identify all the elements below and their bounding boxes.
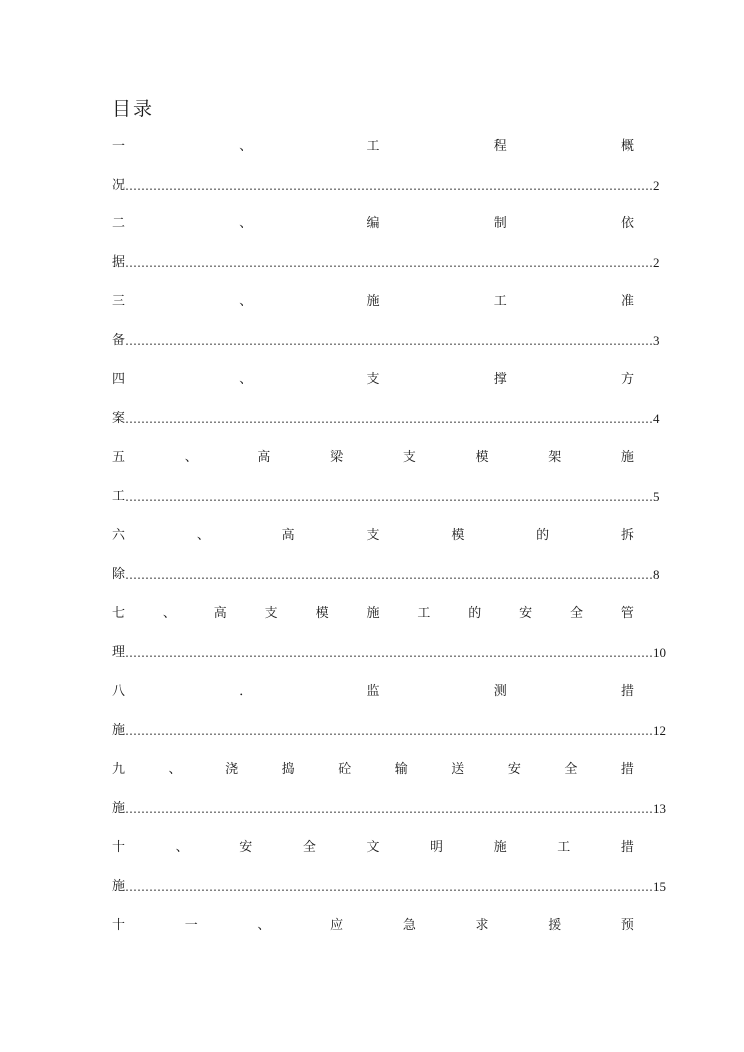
toc-entry-continuation[interactable] bbox=[112, 565, 660, 585]
toc-continuation-char: 理 bbox=[112, 645, 126, 660]
toc-dot-leader: …………………………………………………………………………………………………………………… bbox=[125, 412, 654, 426]
toc-heading-char: 制 bbox=[493, 216, 507, 231]
toc-heading-char: ． bbox=[239, 684, 253, 699]
toc-page-number: 2 bbox=[653, 255, 660, 270]
toc-dot-leader: …………………………………………………………………………………………………………………… bbox=[125, 646, 654, 660]
toc-page-number: 15 bbox=[653, 879, 667, 894]
toc-heading-char: 施 bbox=[620, 450, 634, 465]
toc-continuation-char: 除 bbox=[112, 567, 126, 582]
toc-heading-char: 工 bbox=[557, 840, 571, 855]
toc-entry-heading bbox=[112, 292, 634, 312]
toc-heading-char: 监 bbox=[366, 684, 380, 699]
toc-heading-char: 的 bbox=[536, 528, 550, 543]
toc-heading-char: 工 bbox=[493, 294, 507, 309]
toc-heading-char: 措 bbox=[620, 684, 634, 699]
toc-entry-continuation[interactable] bbox=[112, 487, 660, 507]
toc-heading-char: 十 bbox=[112, 840, 126, 855]
toc-heading-char: 九 bbox=[112, 762, 126, 777]
toc-heading-char: 援 bbox=[548, 918, 562, 933]
toc-continuation-char: 备 bbox=[112, 333, 126, 348]
toc-heading-char: 四 bbox=[112, 372, 126, 387]
toc-heading-char: 五 bbox=[112, 450, 126, 465]
toc-entry-continuation[interactable] bbox=[112, 331, 660, 351]
toc-heading-char: 、 bbox=[184, 450, 198, 465]
toc-heading-char: 、 bbox=[239, 372, 253, 387]
toc-dot-leader: …………………………………………………………………………………………………………………… bbox=[125, 568, 654, 582]
toc-heading-char: 砼 bbox=[338, 762, 352, 777]
toc-continuation-char: 工 bbox=[112, 489, 126, 504]
toc-heading-char: 浇 bbox=[225, 762, 239, 777]
toc-heading-char: 施 bbox=[366, 606, 380, 621]
toc-heading-char: 拆 bbox=[620, 528, 634, 543]
toc-heading-char: 求 bbox=[475, 918, 489, 933]
toc-entry-continuation[interactable] bbox=[112, 721, 667, 741]
toc-page-number: 10 bbox=[653, 645, 667, 660]
toc-entry-heading bbox=[112, 760, 634, 780]
toc-page-number: 3 bbox=[653, 333, 660, 348]
toc-dot-leader: …………………………………………………………………………………………………………………… bbox=[125, 334, 654, 348]
toc-dot-leader: …………………………………………………………………………………………………………………… bbox=[125, 490, 654, 504]
toc-heading-char: 施 bbox=[366, 294, 380, 309]
toc-entry-heading bbox=[112, 916, 634, 936]
toc-heading-char: 施 bbox=[493, 840, 507, 855]
toc-heading-char: 架 bbox=[548, 450, 562, 465]
toc-heading-char: 工 bbox=[417, 606, 431, 621]
toc-heading-char: 明 bbox=[430, 840, 444, 855]
toc-heading-char: 输 bbox=[394, 762, 408, 777]
toc-heading-char: 捣 bbox=[281, 762, 295, 777]
toc-page-number: 5 bbox=[653, 489, 660, 504]
toc-heading-char: 措 bbox=[620, 840, 634, 855]
toc-continuation-char: 况 bbox=[112, 178, 126, 193]
toc-heading-char: 文 bbox=[366, 840, 380, 855]
toc-heading-char: 、 bbox=[239, 139, 253, 154]
toc-heading-char: 安 bbox=[519, 606, 533, 621]
toc-entry-heading bbox=[112, 137, 634, 157]
toc-heading-char: 高 bbox=[213, 606, 227, 621]
toc-heading-char: 八 bbox=[112, 684, 126, 699]
toc-entry-heading bbox=[112, 370, 634, 390]
toc-heading-char: 安 bbox=[507, 762, 521, 777]
toc-heading-char: 全 bbox=[302, 840, 316, 855]
toc-heading-char: 送 bbox=[451, 762, 465, 777]
toc-heading-char: 支 bbox=[366, 372, 380, 387]
toc-dot-leader: …………………………………………………………………………………………………………………… bbox=[125, 802, 654, 816]
toc-heading-char: 十 bbox=[112, 918, 126, 933]
toc-heading-char: 依 bbox=[620, 216, 634, 231]
toc-entry-continuation[interactable] bbox=[112, 877, 667, 897]
toc-heading-char: 支 bbox=[264, 606, 278, 621]
toc-entry-heading bbox=[112, 838, 634, 858]
toc-page-number: 12 bbox=[653, 723, 667, 738]
toc-heading-char: 编 bbox=[366, 216, 380, 231]
toc-entry-heading bbox=[112, 682, 634, 702]
toc-continuation-char: 施 bbox=[112, 801, 126, 816]
toc-entry-continuation[interactable] bbox=[112, 253, 660, 273]
toc-heading-char: 一 bbox=[184, 918, 198, 933]
toc-continuation-char: 施 bbox=[112, 723, 126, 738]
toc-heading-char: 支 bbox=[402, 450, 416, 465]
toc-heading-char: 高 bbox=[257, 450, 271, 465]
toc-heading-char: 、 bbox=[162, 606, 176, 621]
toc-heading-char: 、 bbox=[239, 216, 253, 231]
toc-heading-char: 应 bbox=[330, 918, 344, 933]
toc-heading-char: 一 bbox=[112, 139, 126, 154]
toc-continuation-char: 施 bbox=[112, 879, 126, 894]
toc-heading-char: 模 bbox=[315, 606, 329, 621]
toc-heading-char: 模 bbox=[475, 450, 489, 465]
toc-heading-char: 措 bbox=[620, 762, 634, 777]
toc-heading-char: 、 bbox=[175, 840, 189, 855]
toc-entry-continuation[interactable] bbox=[112, 799, 667, 819]
toc-heading-char: 、 bbox=[239, 294, 253, 309]
toc-heading-char: 急 bbox=[402, 918, 416, 933]
toc-heading-char: 七 bbox=[112, 606, 126, 621]
toc-heading-char: 测 bbox=[493, 684, 507, 699]
toc-continuation-char: 据 bbox=[112, 255, 126, 270]
toc-entry-heading bbox=[112, 214, 634, 234]
toc-page-number: 13 bbox=[653, 801, 667, 816]
toc-heading-char: 工 bbox=[366, 139, 380, 154]
toc-entry-continuation[interactable] bbox=[112, 176, 660, 196]
toc-heading-char: 撑 bbox=[493, 372, 507, 387]
toc-heading-char: 程 bbox=[493, 139, 507, 154]
toc-entry-heading bbox=[112, 526, 634, 546]
toc-heading-char: 、 bbox=[196, 528, 210, 543]
toc-entry-continuation[interactable] bbox=[112, 643, 667, 663]
toc-heading-char: 三 bbox=[112, 294, 126, 309]
toc-heading-char: 全 bbox=[564, 762, 578, 777]
toc-dot-leader: …………………………………………………………………………………………………………………… bbox=[125, 179, 654, 193]
toc-entry-heading bbox=[112, 448, 634, 468]
toc-heading-char: 梁 bbox=[330, 450, 344, 465]
toc-heading-char: 六 bbox=[112, 528, 126, 543]
toc-heading-char: 全 bbox=[570, 606, 584, 621]
toc-entry-heading bbox=[112, 604, 634, 624]
toc-heading-char: 准 bbox=[620, 294, 634, 309]
toc-heading-char: 高 bbox=[281, 528, 295, 543]
toc-heading-char: 方 bbox=[620, 372, 634, 387]
toc-heading-char: 模 bbox=[451, 528, 465, 543]
toc-page-number: 8 bbox=[653, 567, 660, 582]
toc-page-number: 4 bbox=[653, 411, 660, 426]
toc-heading-char: 的 bbox=[468, 606, 482, 621]
toc-dot-leader: …………………………………………………………………………………………………………………… bbox=[125, 880, 654, 894]
toc-heading-char: 安 bbox=[239, 840, 253, 855]
toc-heading-char: 预 bbox=[620, 918, 634, 933]
toc-dot-leader: …………………………………………………………………………………………………………………… bbox=[125, 724, 654, 738]
toc-continuation-char: 案 bbox=[112, 411, 126, 426]
toc-heading-char: 、 bbox=[257, 918, 271, 933]
toc-dot-leader: …………………………………………………………………………………………………………………… bbox=[125, 256, 654, 270]
toc-entry-continuation[interactable] bbox=[112, 409, 660, 429]
toc-heading-char: 概 bbox=[620, 139, 634, 154]
toc-heading-char: 二 bbox=[112, 216, 126, 231]
toc-heading-char: 管 bbox=[620, 606, 634, 621]
toc-page-number: 2 bbox=[653, 178, 660, 193]
toc-heading-char: 支 bbox=[366, 528, 380, 543]
toc-heading-char: 、 bbox=[168, 762, 182, 777]
toc-title: 目录 bbox=[112, 98, 155, 120]
